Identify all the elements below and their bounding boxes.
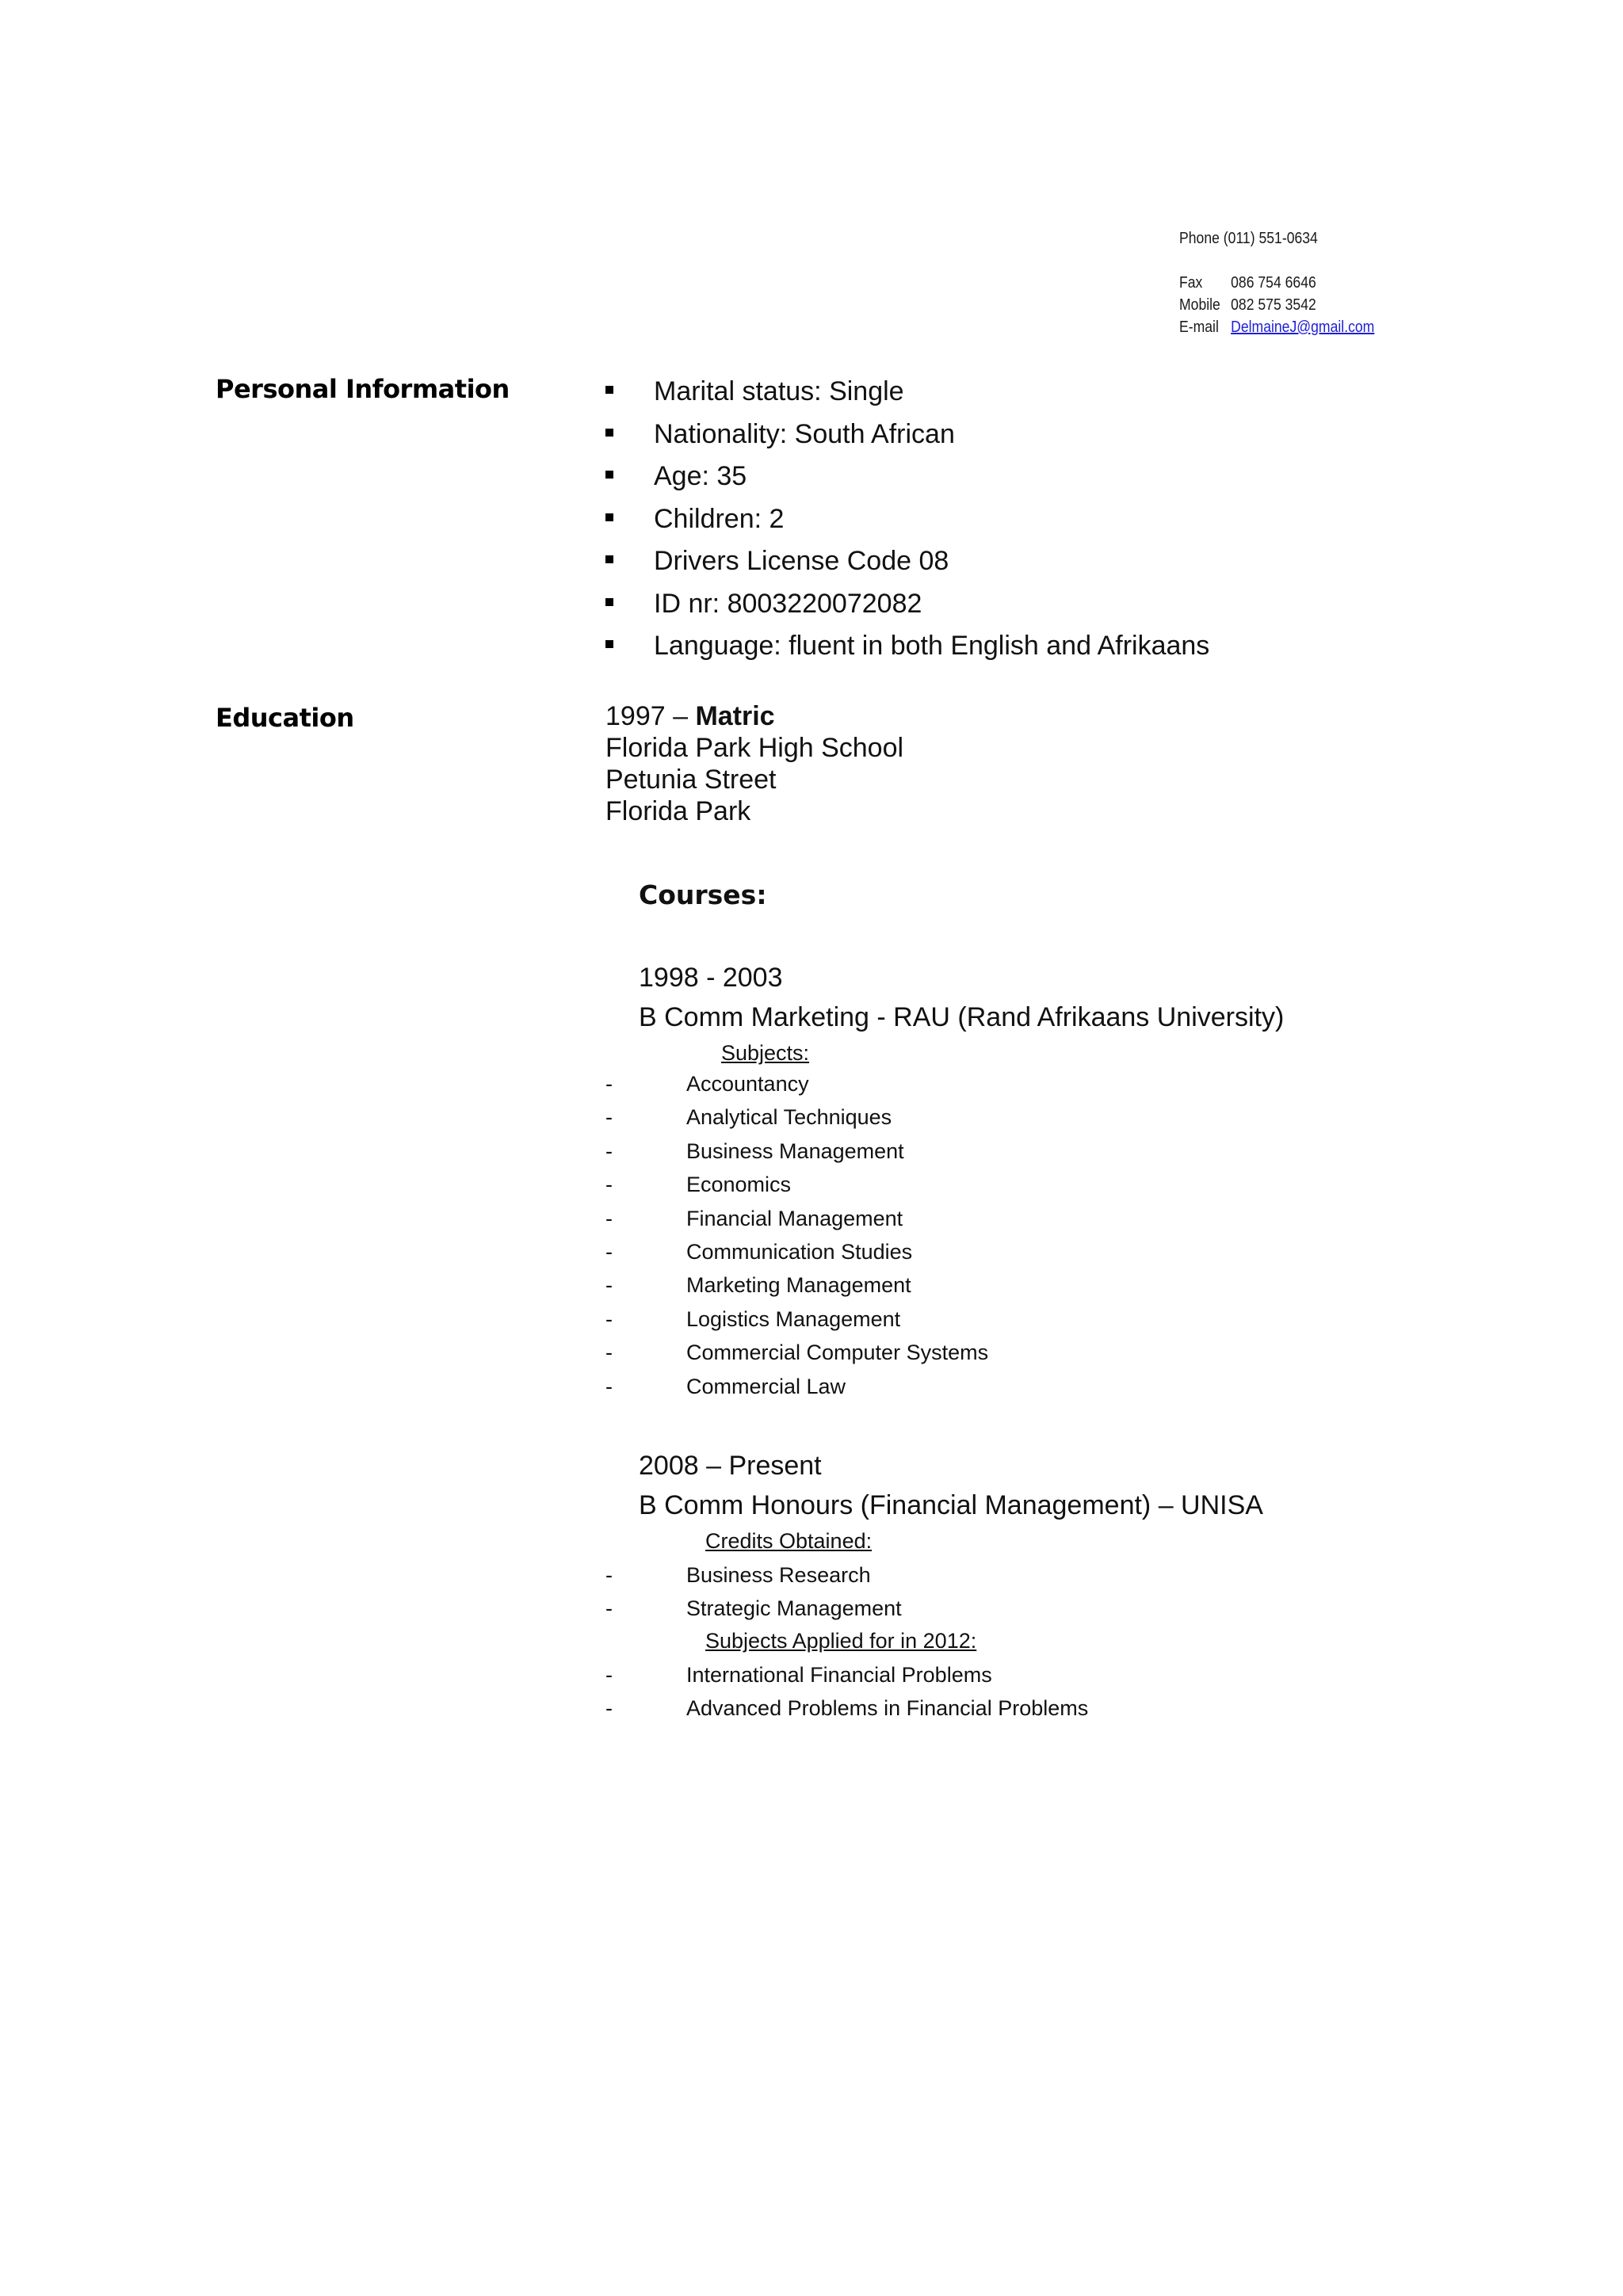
list-item xyxy=(605,1172,1239,1205)
courses-heading: Courses: xyxy=(639,879,767,910)
dash-marker: - xyxy=(605,1273,613,1298)
square-bullet-icon xyxy=(605,429,613,437)
matric-year: 1997 – xyxy=(605,701,696,731)
course1-subjects-heading: Subjects: xyxy=(721,1041,810,1065)
list-item xyxy=(605,1306,1239,1340)
dash-marker: - xyxy=(605,1206,613,1230)
course2-period: 2008 – Present xyxy=(639,1451,822,1481)
school-street: Petunia Street xyxy=(605,765,777,795)
list-item xyxy=(605,1596,1239,1629)
list-item: Age: 35 xyxy=(605,460,1319,503)
list-item xyxy=(605,1662,1239,1695)
square-bullet-icon xyxy=(605,598,613,606)
personal-information-list xyxy=(605,376,1319,673)
credit-name: Business Research xyxy=(686,1563,871,1587)
dash-marker: - xyxy=(605,1072,613,1096)
square-bullet-icon xyxy=(605,471,613,479)
matric-line xyxy=(605,700,775,732)
mobile-value: 082 575 3542 xyxy=(1231,296,1316,314)
list-item xyxy=(605,1071,1239,1104)
dash-marker: - xyxy=(605,1105,613,1130)
subject-name: Financial Management xyxy=(686,1206,903,1230)
mobile-label: Mobile xyxy=(1179,296,1220,314)
course1-period: 1998 - 2003 xyxy=(639,963,783,993)
list-item: ID nr: 8003220072082 xyxy=(605,588,1319,631)
square-bullet-icon xyxy=(605,513,613,521)
matric-title: Matric xyxy=(695,701,775,731)
list-item xyxy=(605,1206,1239,1239)
applied-subject-name: International Financial Problems xyxy=(686,1663,992,1687)
list-item xyxy=(605,1138,1239,1172)
credit-name: Strategic Management xyxy=(686,1596,902,1620)
list-item: Children: 2 xyxy=(605,503,1319,546)
contact-block xyxy=(1179,227,1374,338)
course1-title: B Comm Marketing - RAU (Rand Afrikaans University) xyxy=(639,1002,1285,1032)
subject-name: Communication Studies xyxy=(686,1240,913,1264)
list-item: Marital status: Single xyxy=(605,376,1319,418)
subject-name: Commercial Computer Systems xyxy=(686,1341,989,1365)
dash-marker: - xyxy=(605,1306,613,1331)
subject-name: Accountancy xyxy=(686,1072,809,1096)
personal-information-heading: Personal Information xyxy=(216,374,510,404)
applied-subject-name: Advanced Problems in Financial Problems xyxy=(686,1696,1089,1720)
mobile-line xyxy=(1179,294,1374,316)
dash-marker: - xyxy=(605,1696,613,1720)
subject-name: Business Management xyxy=(686,1138,904,1163)
dash-marker: - xyxy=(605,1563,613,1587)
list-item xyxy=(605,1239,1239,1272)
dash-marker: - xyxy=(605,1374,613,1398)
subject-name: Logistics Management xyxy=(686,1306,901,1331)
subject-name: Marketing Management xyxy=(686,1273,911,1298)
phone-value: (011) 551-0634 xyxy=(1223,230,1318,247)
phone-line xyxy=(1179,227,1374,250)
email-link[interactable]: DelmaineJ@gmail.com xyxy=(1231,318,1375,336)
list-item xyxy=(605,1562,1239,1596)
fax-line xyxy=(1179,272,1374,294)
school-suburb: Florida Park xyxy=(605,796,751,826)
email-line xyxy=(1179,316,1374,338)
course2-applied-heading: Subjects Applied for in 2012: xyxy=(705,1629,977,1653)
course2-credits-heading: Credits Obtained: xyxy=(705,1529,873,1553)
email-label: E-mail xyxy=(1179,318,1219,336)
dash-marker: - xyxy=(605,1173,613,1197)
subject-name: Analytical Techniques xyxy=(686,1105,892,1130)
square-bullet-icon xyxy=(605,640,613,648)
subject-name: Commercial Law xyxy=(686,1374,846,1398)
phone-label: Phone xyxy=(1179,230,1220,247)
subject-name: Economics xyxy=(686,1173,792,1197)
fax-label: Fax xyxy=(1179,274,1203,292)
dash-marker: - xyxy=(605,1138,613,1163)
dash-marker: - xyxy=(605,1240,613,1264)
dash-marker: - xyxy=(605,1596,613,1620)
dash-marker: - xyxy=(605,1341,613,1365)
list-item: Drivers License Code 08 xyxy=(605,545,1319,588)
square-bullet-icon xyxy=(605,555,613,563)
course2-title: B Comm Honours (Financial Management) – UNISA xyxy=(639,1490,1263,1520)
dash-marker: - xyxy=(605,1663,613,1687)
list-item xyxy=(605,1272,1239,1306)
fax-value: 086 754 6646 xyxy=(1231,274,1316,292)
list-item xyxy=(605,1340,1239,1373)
list-item xyxy=(605,1104,1239,1138)
list-item xyxy=(605,1374,1239,1407)
square-bullet-icon xyxy=(605,386,613,394)
school-name: Florida Park High School xyxy=(605,733,904,763)
education-heading: Education xyxy=(216,703,354,733)
list-item: Nationality: South African xyxy=(605,418,1319,461)
list-item xyxy=(605,1695,1239,1729)
list-item: Language: fluent in both English and Afrikaans xyxy=(605,630,1319,673)
